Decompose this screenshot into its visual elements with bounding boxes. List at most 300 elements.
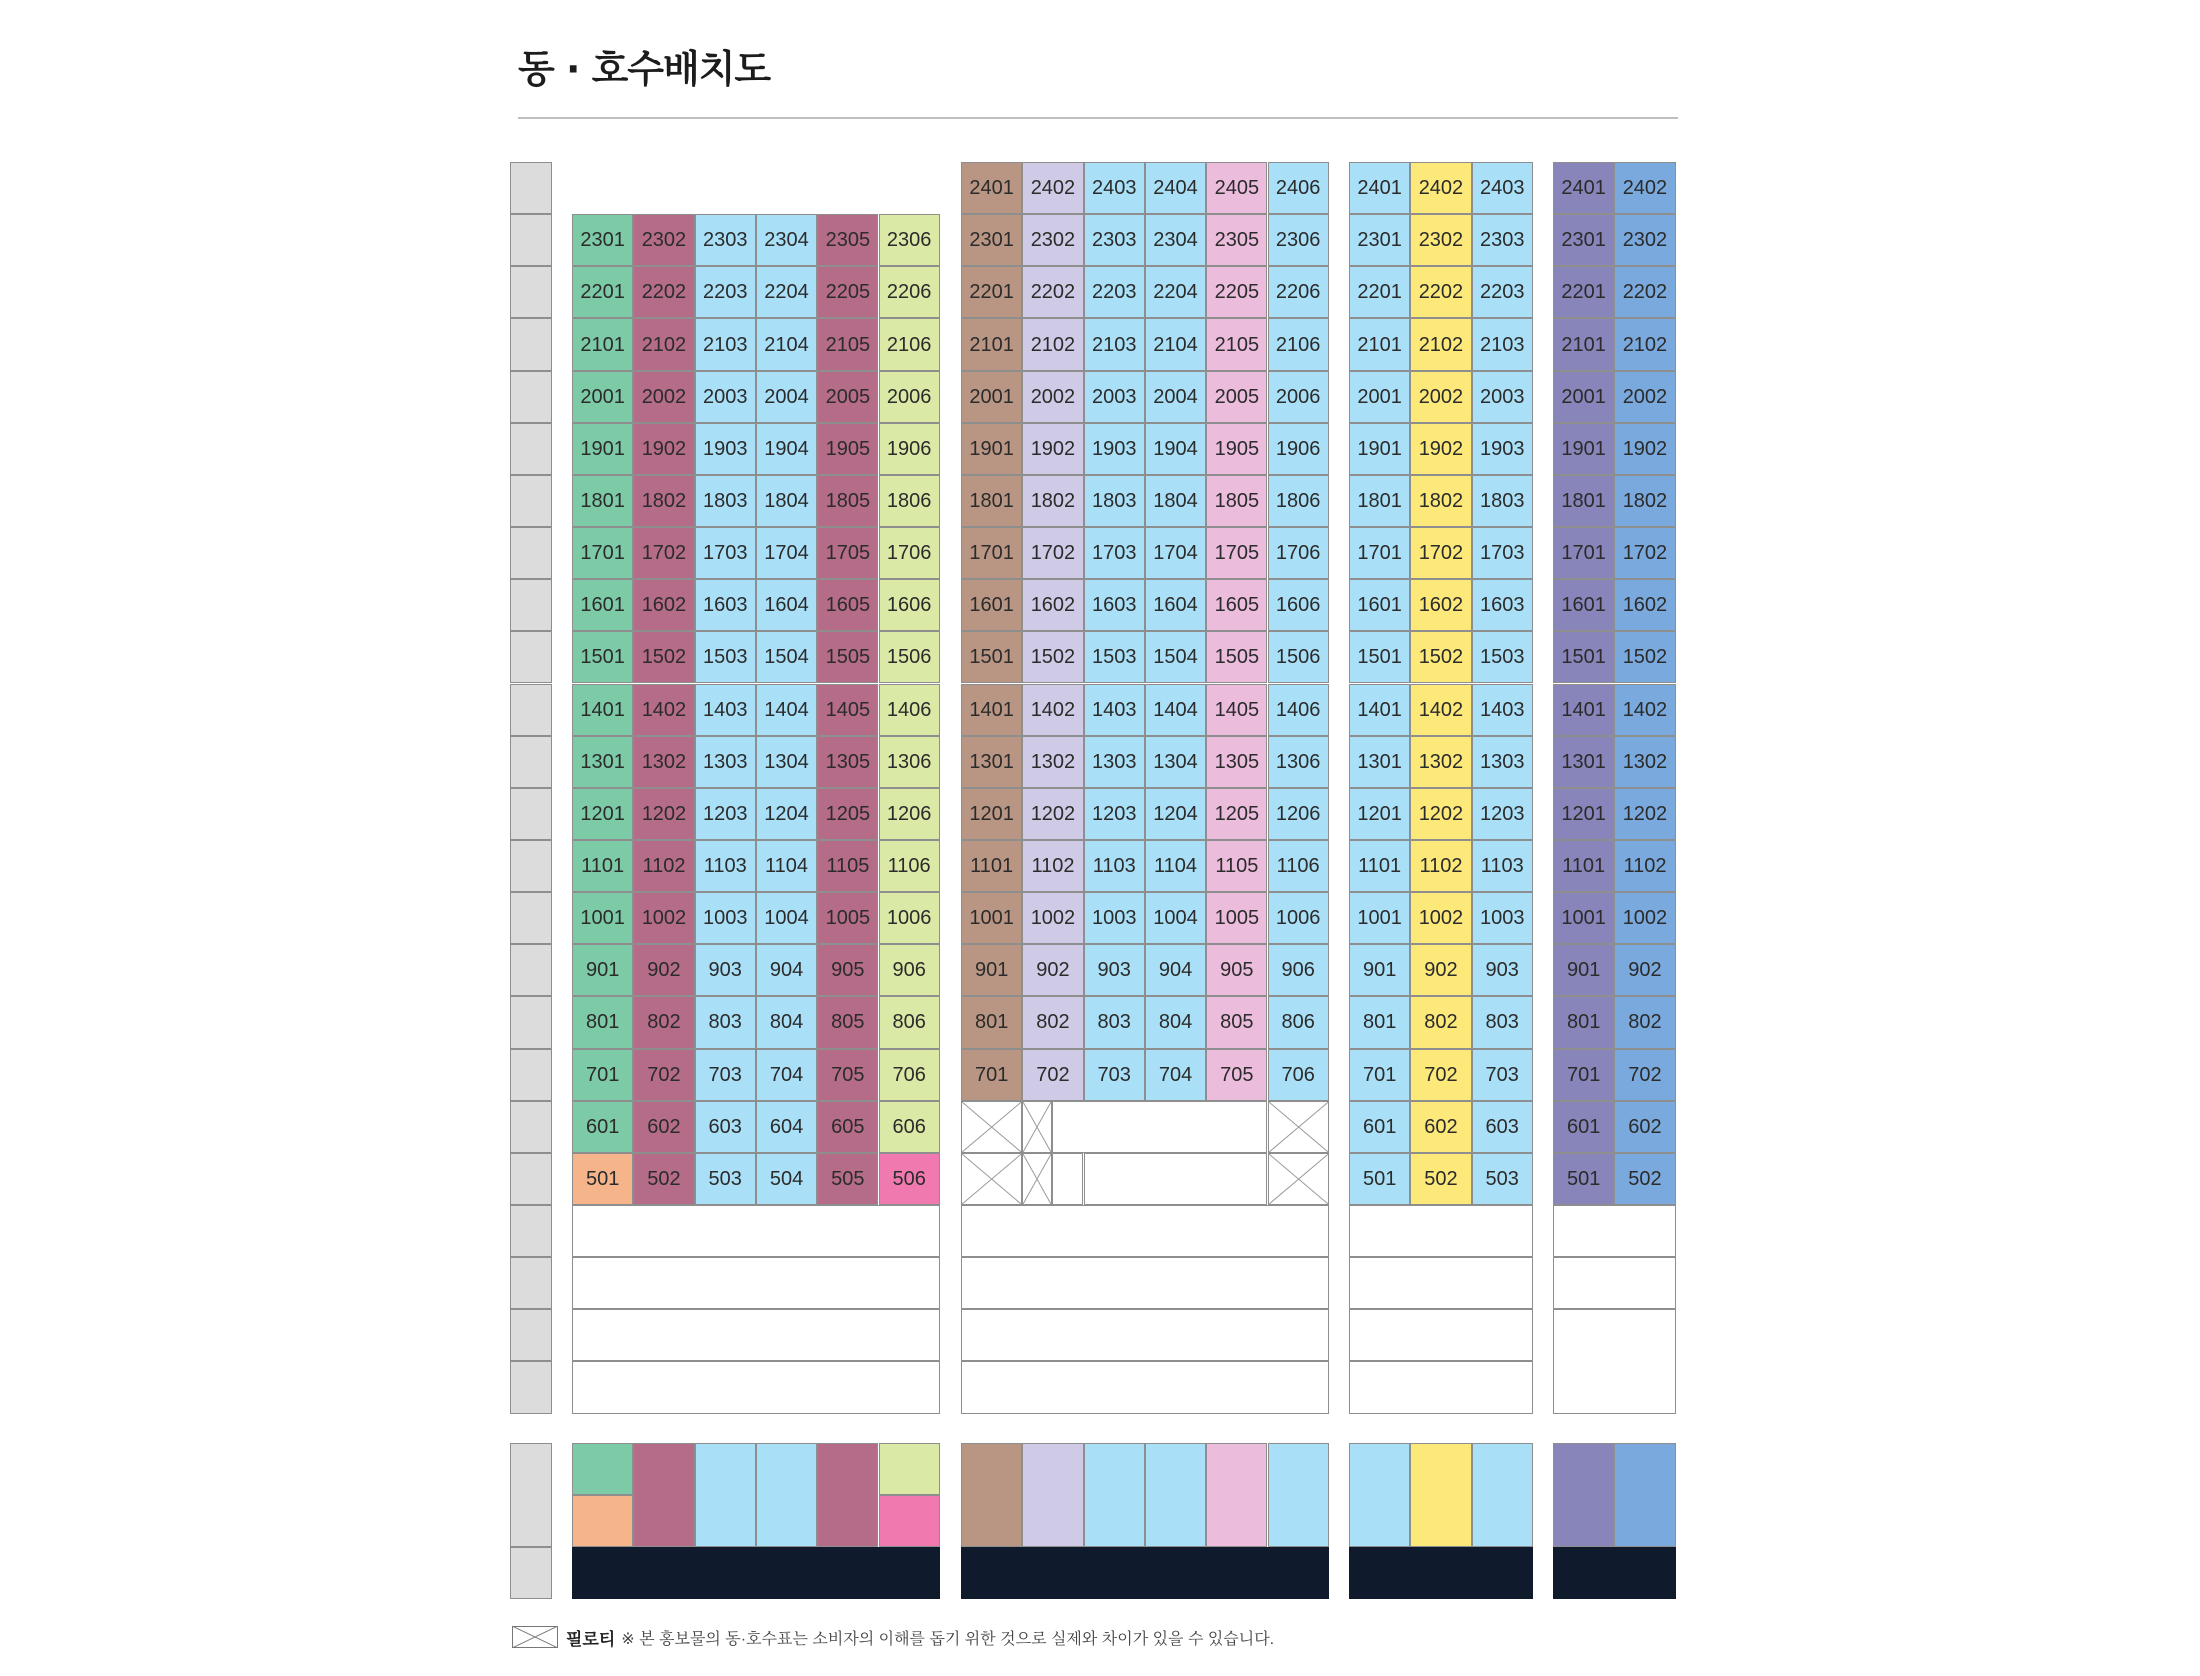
unit-cell[interactable]: 1305 xyxy=(1206,736,1267,788)
unit-cell[interactable]: 1905 xyxy=(817,423,878,475)
unit-cell[interactable]: 1704 xyxy=(756,527,817,579)
unit-cell[interactable]: 506 xyxy=(879,1153,940,1205)
unit-cell[interactable]: 603 xyxy=(1472,1101,1533,1153)
unit-cell[interactable]: 2005 xyxy=(1206,371,1267,423)
unit-cell[interactable]: 2001 xyxy=(1553,371,1614,423)
unit-cell[interactable]: 1504 xyxy=(756,631,817,683)
unit-cell[interactable]: 2402 xyxy=(1410,162,1471,214)
unit-cell[interactable]: 1702 xyxy=(1614,527,1675,579)
unit-cell[interactable]: 2201 xyxy=(1349,266,1410,318)
unit-cell[interactable]: 2006 xyxy=(879,371,940,423)
unit-cell[interactable]: 2202 xyxy=(633,266,694,318)
unit-cell[interactable]: 1705 xyxy=(817,527,878,579)
unit-cell[interactable]: 1502 xyxy=(633,631,694,683)
unit-cell[interactable]: 1103 xyxy=(695,840,756,892)
unit-cell[interactable]: 1003 xyxy=(695,892,756,944)
unit-cell[interactable]: 2101 xyxy=(961,318,1022,370)
unit-cell[interactable]: 1901 xyxy=(1553,423,1614,475)
unit-cell[interactable]: 705 xyxy=(1206,1049,1267,1101)
unit-cell[interactable]: 2101 xyxy=(572,318,633,370)
unit-cell[interactable]: 1204 xyxy=(1145,788,1206,840)
unit-cell[interactable]: 1704 xyxy=(1145,527,1206,579)
unit-cell[interactable]: 702 xyxy=(1022,1049,1083,1101)
unit-cell[interactable]: 1502 xyxy=(1410,631,1471,683)
unit-cell[interactable]: 1203 xyxy=(1084,788,1145,840)
unit-cell[interactable]: 1606 xyxy=(1268,579,1329,631)
unit-cell[interactable]: 1603 xyxy=(1472,579,1533,631)
unit-cell[interactable]: 1202 xyxy=(633,788,694,840)
unit-cell[interactable]: 601 xyxy=(572,1101,633,1153)
unit-cell[interactable]: 603 xyxy=(695,1101,756,1153)
unit-cell[interactable]: 1001 xyxy=(572,892,633,944)
unit-cell[interactable]: 1306 xyxy=(1268,736,1329,788)
unit-cell[interactable]: 906 xyxy=(1268,944,1329,996)
unit-cell[interactable]: 2104 xyxy=(1145,318,1206,370)
unit-cell[interactable]: 1802 xyxy=(1410,475,1471,527)
unit-cell[interactable]: 1602 xyxy=(1022,579,1083,631)
unit-cell[interactable]: 1802 xyxy=(1022,475,1083,527)
unit-cell[interactable]: 2206 xyxy=(879,266,940,318)
unit-cell[interactable]: 2001 xyxy=(961,371,1022,423)
unit-cell[interactable]: 1005 xyxy=(817,892,878,944)
unit-cell[interactable]: 1006 xyxy=(1268,892,1329,944)
unit-cell[interactable]: 1402 xyxy=(1022,684,1083,736)
unit-cell[interactable]: 2401 xyxy=(1553,162,1614,214)
unit-cell[interactable]: 2303 xyxy=(1472,214,1533,266)
unit-cell[interactable]: 1001 xyxy=(1553,892,1614,944)
unit-cell[interactable]: 1202 xyxy=(1614,788,1675,840)
unit-cell[interactable]: 2004 xyxy=(756,371,817,423)
unit-cell[interactable]: 704 xyxy=(1145,1049,1206,1101)
unit-cell[interactable]: 1002 xyxy=(1614,892,1675,944)
unit-cell[interactable]: 1904 xyxy=(756,423,817,475)
unit-cell[interactable]: 505 xyxy=(817,1153,878,1205)
unit-cell[interactable]: 2302 xyxy=(1022,214,1083,266)
unit-cell[interactable]: 1902 xyxy=(1410,423,1471,475)
unit-cell[interactable]: 2304 xyxy=(756,214,817,266)
unit-cell[interactable]: 903 xyxy=(695,944,756,996)
unit-cell[interactable]: 703 xyxy=(1084,1049,1145,1101)
unit-cell[interactable]: 2102 xyxy=(1614,318,1675,370)
unit-cell[interactable]: 1403 xyxy=(695,684,756,736)
unit-cell[interactable]: 2301 xyxy=(1349,214,1410,266)
unit-cell[interactable]: 503 xyxy=(1472,1153,1533,1205)
unit-cell[interactable]: 1101 xyxy=(1553,840,1614,892)
unit-cell[interactable]: 602 xyxy=(633,1101,694,1153)
unit-cell[interactable]: 1705 xyxy=(1206,527,1267,579)
unit-cell[interactable]: 1302 xyxy=(1022,736,1083,788)
unit-cell[interactable]: 1103 xyxy=(1472,840,1533,892)
unit-cell[interactable]: 1304 xyxy=(756,736,817,788)
unit-cell[interactable]: 1403 xyxy=(1084,684,1145,736)
unit-cell[interactable]: 2103 xyxy=(695,318,756,370)
unit-cell[interactable]: 1906 xyxy=(879,423,940,475)
unit-cell[interactable]: 1001 xyxy=(961,892,1022,944)
unit-cell[interactable]: 1601 xyxy=(572,579,633,631)
unit-cell[interactable]: 1405 xyxy=(1206,684,1267,736)
unit-cell[interactable]: 2306 xyxy=(1268,214,1329,266)
unit-cell[interactable]: 1301 xyxy=(1349,736,1410,788)
unit-cell[interactable]: 801 xyxy=(961,996,1022,1048)
unit-cell[interactable]: 2301 xyxy=(572,214,633,266)
unit-cell[interactable]: 2105 xyxy=(817,318,878,370)
unit-cell[interactable]: 1803 xyxy=(1084,475,1145,527)
unit-cell[interactable]: 1601 xyxy=(1553,579,1614,631)
unit-cell[interactable]: 2204 xyxy=(756,266,817,318)
unit-cell[interactable]: 902 xyxy=(1410,944,1471,996)
unit-cell[interactable]: 1301 xyxy=(961,736,1022,788)
unit-cell[interactable]: 1603 xyxy=(695,579,756,631)
unit-cell[interactable]: 1701 xyxy=(1349,527,1410,579)
unit-cell[interactable]: 1102 xyxy=(1614,840,1675,892)
unit-cell[interactable]: 1205 xyxy=(1206,788,1267,840)
unit-cell[interactable]: 1105 xyxy=(817,840,878,892)
unit-cell[interactable]: 1206 xyxy=(1268,788,1329,840)
unit-cell[interactable]: 1203 xyxy=(1472,788,1533,840)
unit-cell[interactable]: 902 xyxy=(633,944,694,996)
unit-cell[interactable]: 1503 xyxy=(1472,631,1533,683)
unit-cell[interactable]: 1806 xyxy=(879,475,940,527)
unit-cell[interactable]: 1202 xyxy=(1022,788,1083,840)
unit-cell[interactable]: 2104 xyxy=(756,318,817,370)
unit-cell[interactable]: 2202 xyxy=(1022,266,1083,318)
unit-cell[interactable]: 1102 xyxy=(1410,840,1471,892)
unit-cell[interactable]: 702 xyxy=(1614,1049,1675,1101)
unit-cell[interactable]: 1903 xyxy=(1084,423,1145,475)
unit-cell[interactable]: 1901 xyxy=(572,423,633,475)
unit-cell[interactable]: 2302 xyxy=(1614,214,1675,266)
unit-cell[interactable]: 1801 xyxy=(961,475,1022,527)
unit-cell[interactable]: 1101 xyxy=(1349,840,1410,892)
unit-cell[interactable]: 1402 xyxy=(1614,684,1675,736)
unit-cell[interactable]: 1305 xyxy=(817,736,878,788)
unit-cell[interactable]: 1505 xyxy=(1206,631,1267,683)
unit-cell[interactable]: 2405 xyxy=(1206,162,1267,214)
unit-cell[interactable]: 2003 xyxy=(1084,371,1145,423)
unit-cell[interactable]: 2002 xyxy=(633,371,694,423)
unit-cell[interactable]: 802 xyxy=(1022,996,1083,1048)
unit-cell[interactable]: 905 xyxy=(817,944,878,996)
unit-cell[interactable]: 1803 xyxy=(695,475,756,527)
unit-cell[interactable]: 1801 xyxy=(1553,475,1614,527)
unit-cell[interactable]: 1503 xyxy=(1084,631,1145,683)
unit-cell[interactable]: 1002 xyxy=(633,892,694,944)
unit-cell[interactable]: 1202 xyxy=(1410,788,1471,840)
unit-cell[interactable]: 702 xyxy=(633,1049,694,1101)
unit-cell[interactable]: 1002 xyxy=(1022,892,1083,944)
unit-cell[interactable]: 1706 xyxy=(879,527,940,579)
unit-cell[interactable]: 1401 xyxy=(1349,684,1410,736)
unit-cell[interactable]: 705 xyxy=(817,1049,878,1101)
unit-cell[interactable]: 2006 xyxy=(1268,371,1329,423)
unit-cell[interactable]: 2003 xyxy=(1472,371,1533,423)
unit-cell[interactable]: 2002 xyxy=(1614,371,1675,423)
unit-cell[interactable]: 2205 xyxy=(1206,266,1267,318)
unit-cell[interactable]: 701 xyxy=(1349,1049,1410,1101)
unit-cell[interactable]: 605 xyxy=(817,1101,878,1153)
unit-cell[interactable]: 1406 xyxy=(1268,684,1329,736)
unit-cell[interactable]: 1401 xyxy=(572,684,633,736)
unit-cell[interactable]: 501 xyxy=(1349,1153,1410,1205)
unit-cell[interactable]: 803 xyxy=(1084,996,1145,1048)
unit-cell[interactable]: 1003 xyxy=(1084,892,1145,944)
unit-cell[interactable]: 1303 xyxy=(695,736,756,788)
unit-cell[interactable]: 1005 xyxy=(1206,892,1267,944)
unit-cell[interactable]: 1805 xyxy=(1206,475,1267,527)
unit-cell[interactable]: 1901 xyxy=(961,423,1022,475)
unit-cell[interactable]: 1903 xyxy=(695,423,756,475)
unit-cell[interactable]: 701 xyxy=(1553,1049,1614,1101)
unit-cell[interactable]: 803 xyxy=(695,996,756,1048)
unit-cell[interactable]: 501 xyxy=(1553,1153,1614,1205)
unit-cell[interactable]: 1504 xyxy=(1145,631,1206,683)
unit-cell[interactable]: 1003 xyxy=(1472,892,1533,944)
unit-cell[interactable]: 805 xyxy=(1206,996,1267,1048)
unit-cell[interactable]: 1106 xyxy=(879,840,940,892)
unit-cell[interactable]: 1701 xyxy=(1553,527,1614,579)
unit-cell[interactable]: 1905 xyxy=(1206,423,1267,475)
unit-cell[interactable]: 2001 xyxy=(1349,371,1410,423)
unit-cell[interactable]: 1606 xyxy=(879,579,940,631)
unit-cell[interactable]: 703 xyxy=(1472,1049,1533,1101)
unit-cell[interactable]: 2401 xyxy=(961,162,1022,214)
unit-cell[interactable]: 1101 xyxy=(961,840,1022,892)
unit-cell[interactable]: 1201 xyxy=(572,788,633,840)
unit-cell[interactable]: 801 xyxy=(1553,996,1614,1048)
unit-cell[interactable]: 1805 xyxy=(817,475,878,527)
unit-cell[interactable]: 2102 xyxy=(633,318,694,370)
unit-cell[interactable]: 1302 xyxy=(1410,736,1471,788)
unit-cell[interactable]: 2105 xyxy=(1206,318,1267,370)
unit-cell[interactable]: 1605 xyxy=(817,579,878,631)
unit-cell[interactable]: 2102 xyxy=(1022,318,1083,370)
unit-cell[interactable]: 1206 xyxy=(879,788,940,840)
unit-cell[interactable]: 1104 xyxy=(756,840,817,892)
unit-cell[interactable]: 1301 xyxy=(1553,736,1614,788)
unit-cell[interactable]: 903 xyxy=(1084,944,1145,996)
unit-cell[interactable]: 2201 xyxy=(961,266,1022,318)
unit-cell[interactable]: 1702 xyxy=(633,527,694,579)
unit-cell[interactable]: 502 xyxy=(633,1153,694,1205)
unit-cell[interactable]: 2004 xyxy=(1145,371,1206,423)
unit-cell[interactable]: 1703 xyxy=(695,527,756,579)
unit-cell[interactable]: 701 xyxy=(572,1049,633,1101)
unit-cell[interactable]: 1803 xyxy=(1472,475,1533,527)
unit-cell[interactable]: 2302 xyxy=(633,214,694,266)
unit-cell[interactable]: 1801 xyxy=(572,475,633,527)
unit-cell[interactable]: 1103 xyxy=(1084,840,1145,892)
unit-cell[interactable]: 2301 xyxy=(961,214,1022,266)
unit-cell[interactable]: 1303 xyxy=(1472,736,1533,788)
unit-cell[interactable]: 1102 xyxy=(633,840,694,892)
unit-cell[interactable]: 901 xyxy=(1553,944,1614,996)
unit-cell[interactable]: 2002 xyxy=(1410,371,1471,423)
unit-cell[interactable]: 904 xyxy=(756,944,817,996)
unit-cell[interactable]: 2201 xyxy=(572,266,633,318)
unit-cell[interactable]: 601 xyxy=(1349,1101,1410,1153)
unit-cell[interactable]: 905 xyxy=(1206,944,1267,996)
unit-cell[interactable]: 1501 xyxy=(1349,631,1410,683)
unit-cell[interactable]: 1106 xyxy=(1268,840,1329,892)
unit-cell[interactable]: 2205 xyxy=(817,266,878,318)
unit-cell[interactable]: 1502 xyxy=(1022,631,1083,683)
unit-cell[interactable]: 804 xyxy=(756,996,817,1048)
unit-cell[interactable]: 1904 xyxy=(1145,423,1206,475)
unit-cell[interactable]: 606 xyxy=(879,1101,940,1153)
unit-cell[interactable]: 1701 xyxy=(961,527,1022,579)
unit-cell[interactable]: 1804 xyxy=(756,475,817,527)
unit-cell[interactable]: 2206 xyxy=(1268,266,1329,318)
unit-cell[interactable]: 602 xyxy=(1410,1101,1471,1153)
unit-cell[interactable]: 1702 xyxy=(1410,527,1471,579)
unit-cell[interactable]: 1902 xyxy=(633,423,694,475)
unit-cell[interactable]: 702 xyxy=(1410,1049,1471,1101)
unit-cell[interactable]: 1304 xyxy=(1145,736,1206,788)
unit-cell[interactable]: 2204 xyxy=(1145,266,1206,318)
unit-cell[interactable]: 704 xyxy=(756,1049,817,1101)
unit-cell[interactable]: 1703 xyxy=(1084,527,1145,579)
unit-cell[interactable]: 1302 xyxy=(633,736,694,788)
unit-cell[interactable]: 1604 xyxy=(1145,579,1206,631)
unit-cell[interactable]: 1602 xyxy=(633,579,694,631)
unit-cell[interactable]: 1004 xyxy=(1145,892,1206,944)
unit-cell[interactable]: 706 xyxy=(879,1049,940,1101)
unit-cell[interactable]: 2406 xyxy=(1268,162,1329,214)
unit-cell[interactable]: 902 xyxy=(1614,944,1675,996)
unit-cell[interactable]: 1104 xyxy=(1145,840,1206,892)
unit-cell[interactable]: 502 xyxy=(1410,1153,1471,1205)
unit-cell[interactable]: 1406 xyxy=(879,684,940,736)
unit-cell[interactable]: 1804 xyxy=(1145,475,1206,527)
unit-cell[interactable]: 1303 xyxy=(1084,736,1145,788)
unit-cell[interactable]: 2306 xyxy=(879,214,940,266)
unit-cell[interactable]: 1404 xyxy=(1145,684,1206,736)
unit-cell[interactable]: 2402 xyxy=(1022,162,1083,214)
unit-cell[interactable]: 902 xyxy=(1022,944,1083,996)
unit-cell[interactable]: 2101 xyxy=(1553,318,1614,370)
unit-cell[interactable]: 2103 xyxy=(1472,318,1533,370)
unit-cell[interactable]: 2203 xyxy=(1472,266,1533,318)
unit-cell[interactable]: 703 xyxy=(695,1049,756,1101)
unit-cell[interactable]: 2103 xyxy=(1084,318,1145,370)
unit-cell[interactable]: 1902 xyxy=(1614,423,1675,475)
unit-cell[interactable]: 2403 xyxy=(1472,162,1533,214)
unit-cell[interactable]: 1105 xyxy=(1206,840,1267,892)
unit-cell[interactable]: 2202 xyxy=(1410,266,1471,318)
unit-cell[interactable]: 1401 xyxy=(1553,684,1614,736)
unit-cell[interactable]: 1204 xyxy=(756,788,817,840)
unit-cell[interactable]: 2305 xyxy=(1206,214,1267,266)
unit-cell[interactable]: 1306 xyxy=(879,736,940,788)
unit-cell[interactable]: 1506 xyxy=(879,631,940,683)
unit-cell[interactable]: 1402 xyxy=(633,684,694,736)
unit-cell[interactable]: 1402 xyxy=(1410,684,1471,736)
unit-cell[interactable]: 2302 xyxy=(1410,214,1471,266)
unit-cell[interactable]: 602 xyxy=(1614,1101,1675,1153)
unit-cell[interactable]: 2304 xyxy=(1145,214,1206,266)
unit-cell[interactable]: 1101 xyxy=(572,840,633,892)
unit-cell[interactable]: 2203 xyxy=(695,266,756,318)
unit-cell[interactable]: 502 xyxy=(1614,1153,1675,1205)
unit-cell[interactable]: 1604 xyxy=(756,579,817,631)
unit-cell[interactable]: 1205 xyxy=(817,788,878,840)
unit-cell[interactable]: 1201 xyxy=(1349,788,1410,840)
unit-cell[interactable]: 503 xyxy=(695,1153,756,1205)
unit-cell[interactable]: 1602 xyxy=(1410,579,1471,631)
unit-cell[interactable]: 1004 xyxy=(756,892,817,944)
unit-cell[interactable]: 1603 xyxy=(1084,579,1145,631)
unit-cell[interactable]: 1301 xyxy=(572,736,633,788)
unit-cell[interactable]: 2401 xyxy=(1349,162,1410,214)
unit-cell[interactable]: 1201 xyxy=(961,788,1022,840)
unit-cell[interactable]: 2303 xyxy=(695,214,756,266)
unit-cell[interactable]: 901 xyxy=(1349,944,1410,996)
unit-cell[interactable]: 1806 xyxy=(1268,475,1329,527)
unit-cell[interactable]: 1702 xyxy=(1022,527,1083,579)
unit-cell[interactable]: 1801 xyxy=(1349,475,1410,527)
unit-cell[interactable]: 1201 xyxy=(1553,788,1614,840)
unit-cell[interactable]: 1501 xyxy=(961,631,1022,683)
unit-cell[interactable]: 2002 xyxy=(1022,371,1083,423)
unit-cell[interactable]: 1203 xyxy=(695,788,756,840)
unit-cell[interactable]: 2305 xyxy=(817,214,878,266)
unit-cell[interactable]: 1703 xyxy=(1472,527,1533,579)
unit-cell[interactable]: 806 xyxy=(879,996,940,1048)
unit-cell[interactable]: 1302 xyxy=(1614,736,1675,788)
unit-cell[interactable]: 701 xyxy=(961,1049,1022,1101)
unit-cell[interactable]: 1503 xyxy=(695,631,756,683)
unit-cell[interactable]: 2201 xyxy=(1553,266,1614,318)
unit-cell[interactable]: 1701 xyxy=(572,527,633,579)
unit-cell[interactable]: 901 xyxy=(961,944,1022,996)
unit-cell[interactable]: 806 xyxy=(1268,996,1329,1048)
unit-cell[interactable]: 1601 xyxy=(961,579,1022,631)
unit-cell[interactable]: 706 xyxy=(1268,1049,1329,1101)
unit-cell[interactable]: 1902 xyxy=(1022,423,1083,475)
unit-cell[interactable]: 803 xyxy=(1472,996,1533,1048)
unit-cell[interactable]: 604 xyxy=(756,1101,817,1153)
unit-cell[interactable]: 2101 xyxy=(1349,318,1410,370)
unit-cell[interactable]: 805 xyxy=(817,996,878,1048)
unit-cell[interactable]: 1802 xyxy=(1614,475,1675,527)
unit-cell[interactable]: 2106 xyxy=(1268,318,1329,370)
unit-cell[interactable]: 1605 xyxy=(1206,579,1267,631)
unit-cell[interactable]: 2303 xyxy=(1084,214,1145,266)
unit-cell[interactable]: 1906 xyxy=(1268,423,1329,475)
unit-cell[interactable]: 801 xyxy=(572,996,633,1048)
unit-cell[interactable]: 1802 xyxy=(633,475,694,527)
unit-cell[interactable]: 1602 xyxy=(1614,579,1675,631)
unit-cell[interactable]: 601 xyxy=(1553,1101,1614,1153)
unit-cell[interactable]: 1901 xyxy=(1349,423,1410,475)
unit-cell[interactable]: 906 xyxy=(879,944,940,996)
unit-cell[interactable]: 1403 xyxy=(1472,684,1533,736)
unit-cell[interactable]: 1502 xyxy=(1614,631,1675,683)
unit-cell[interactable]: 2102 xyxy=(1410,318,1471,370)
unit-cell[interactable]: 2001 xyxy=(572,371,633,423)
unit-cell[interactable]: 1002 xyxy=(1410,892,1471,944)
unit-cell[interactable]: 802 xyxy=(633,996,694,1048)
unit-cell[interactable]: 1501 xyxy=(1553,631,1614,683)
unit-cell[interactable]: 1903 xyxy=(1472,423,1533,475)
unit-cell[interactable]: 1506 xyxy=(1268,631,1329,683)
unit-cell[interactable]: 1505 xyxy=(817,631,878,683)
unit-cell[interactable]: 2402 xyxy=(1614,162,1675,214)
unit-cell[interactable]: 2403 xyxy=(1084,162,1145,214)
unit-cell[interactable]: 2404 xyxy=(1145,162,1206,214)
unit-cell[interactable]: 504 xyxy=(756,1153,817,1205)
unit-cell[interactable]: 1001 xyxy=(1349,892,1410,944)
